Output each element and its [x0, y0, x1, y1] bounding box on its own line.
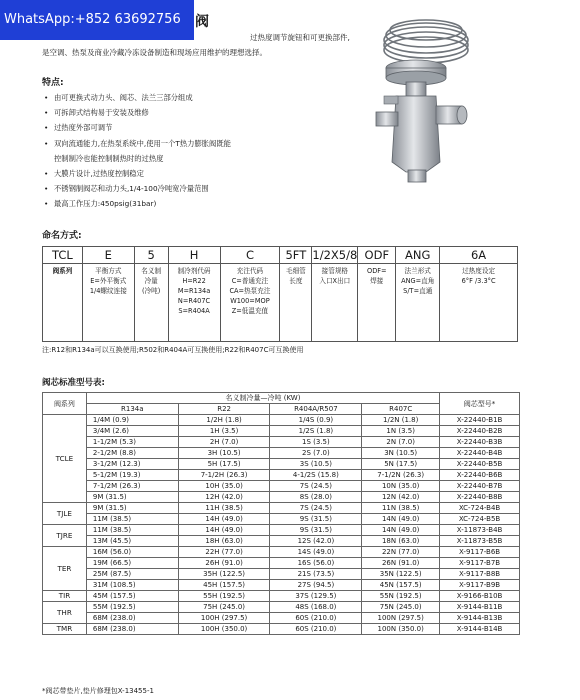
desc-line: 充注代码	[236, 267, 264, 275]
capacity-cell: 2N (7.0)	[362, 437, 440, 448]
features-heading: 特点:	[42, 78, 64, 88]
series-cell: TER	[43, 547, 87, 591]
part-number-cell: X-22440-B4B	[440, 448, 520, 459]
col-header-series: 阀系列	[43, 393, 87, 415]
capacity-cell: 75N (245.0)	[362, 602, 440, 613]
capacity-cell: 45M (157.5)	[86, 591, 178, 602]
capacity-cell: 11H (38.5)	[178, 503, 270, 514]
code-desc-cell	[312, 264, 358, 342]
capacity-cell: 18H (63.0)	[178, 536, 270, 547]
capacity-cell: 5N (17.5)	[362, 459, 440, 470]
capacity-cell: 1/4M (0.9)	[86, 415, 178, 426]
table-row	[43, 558, 520, 569]
table-row	[43, 536, 520, 547]
capacity-cell: 14H (49.0)	[178, 525, 270, 536]
standard-models-body	[43, 415, 520, 635]
part-number-cell: X-22440-B7B	[440, 481, 520, 492]
part-number-cell: X-9144-B14B	[440, 624, 520, 635]
bullet: •	[44, 199, 49, 209]
capacity-cell: 10H (35.0)	[178, 481, 270, 492]
part-number-cell: X-22440-B6B	[440, 470, 520, 481]
header-row	[43, 393, 520, 404]
capacity-cell: 55M (192.5)	[86, 602, 178, 613]
naming-heading: 命名方式:	[42, 231, 82, 241]
table-row	[43, 426, 520, 437]
desc-line: E=外平衡式	[90, 277, 127, 285]
desc-line: 焊接	[370, 277, 384, 285]
capacity-cell: 14N (49.0)	[362, 514, 440, 525]
table-row	[43, 580, 520, 591]
capacity-cell: 7-1/2N (26.3)	[362, 470, 440, 481]
table-row	[43, 448, 520, 459]
part-number-cell: X-9117-B6B	[440, 547, 520, 558]
bullet: •	[44, 184, 49, 194]
part-number-cell: XC-724-B4B	[440, 503, 520, 514]
capacity-cell: 2-1/2M (8.8)	[86, 448, 178, 459]
capacity-cell: 5H (17.5)	[178, 459, 270, 470]
standard-models-table	[42, 392, 520, 635]
col-header-refrigerant: R404A/R507	[270, 404, 362, 415]
capacity-cell: 1/2H (1.8)	[178, 415, 270, 426]
capacity-cell: 10N (35.0)	[362, 481, 440, 492]
capacity-cell: 9M (31.5)	[86, 492, 178, 503]
capacity-cell: 75H (245.0)	[178, 602, 270, 613]
part-number-cell: X-11873-B4B	[440, 525, 520, 536]
table-row	[43, 624, 520, 635]
capacity-cell: 7-1/2H (26.3)	[178, 470, 270, 481]
desc-line: 法兰形式	[404, 267, 431, 275]
code-desc-cell	[134, 264, 168, 342]
feature-text: 可拆卸式结构易于安装及维修	[54, 108, 149, 118]
feature-item	[42, 181, 372, 196]
desc-line: 阀系列	[52, 267, 73, 275]
table-row	[43, 613, 520, 624]
series-cell: TMR	[43, 624, 87, 635]
capacity-cell: 45N (157.5)	[362, 580, 440, 591]
feature-text: 双向流通能力,在热泵系统中,使用一个T热力膨胀阀既能	[54, 138, 231, 148]
bullet: •	[44, 138, 49, 148]
capacity-cell: 12H (42.0)	[178, 492, 270, 503]
capacity-cell: 16M (56.0)	[86, 547, 178, 558]
capacity-cell: 1N (3.5)	[362, 426, 440, 437]
code-cell: E	[82, 247, 134, 264]
feature-text: 过热度外部可调节	[54, 123, 113, 133]
capacity-cell: 1/4S (0.9)	[270, 415, 362, 426]
capacity-cell: 11M (38.5)	[86, 514, 178, 525]
capacity-cell: 11M (38.5)	[86, 525, 178, 536]
part-number-cell: X-9144-B11B	[440, 602, 520, 613]
capacity-cell: 60S (210.0)	[270, 624, 362, 635]
capacity-cell: 3-1/2M (12.3)	[86, 459, 178, 470]
feature-item-continuation	[42, 151, 372, 166]
series-cell: TJRE	[43, 525, 87, 547]
desc-line: (冷吨)	[141, 287, 161, 295]
feature-item	[42, 196, 372, 211]
table-row	[43, 547, 520, 558]
code-cell: H	[168, 247, 220, 264]
table-row	[43, 437, 520, 448]
series-cell: TCLE	[43, 415, 87, 503]
part-number-cell: X-9144-B13B	[440, 613, 520, 624]
capacity-cell: 7S (24.5)	[270, 503, 362, 514]
capacity-cell: 1H (3.5)	[178, 426, 270, 437]
desc-line: C=普通充注	[231, 277, 269, 285]
bullet: •	[44, 123, 49, 133]
table-row	[43, 492, 520, 503]
table-row	[43, 591, 520, 602]
feature-text: 由可更换式动力头、阀芯、法兰三部分组成	[54, 93, 193, 102]
capacity-cell: 25M (87.5)	[86, 569, 178, 580]
capacity-cell: 1/2N (1.8)	[362, 415, 440, 426]
capacity-cell: 9M (31.5)	[86, 503, 178, 514]
code-cell: 5FT	[280, 247, 312, 264]
code-desc-cell	[440, 264, 518, 342]
standard-models-heading: 阀芯标准型号表:	[42, 378, 105, 388]
code-desc-cell	[82, 264, 134, 342]
desc-line: 过热度设定	[462, 267, 496, 275]
series-cell: THR	[43, 602, 87, 624]
code-cell: 6A	[440, 247, 518, 264]
capacity-cell: 100N (297.5)	[362, 613, 440, 624]
capacity-cell: 37S (129.5)	[270, 591, 362, 602]
capacity-cell: 3H (10.5)	[178, 448, 270, 459]
capacity-cell: 4-1/2S (15.8)	[270, 470, 362, 481]
expansion-valve-image	[356, 12, 482, 187]
capacity-cell: 3N (10.5)	[362, 448, 440, 459]
model-code-table	[42, 246, 518, 342]
desc-line: CA=热泵充注	[229, 287, 271, 295]
feature-text: 大膜片设计,过热度控制稳定	[54, 168, 144, 178]
code-desc-cell	[43, 264, 83, 342]
table-row	[43, 470, 520, 481]
capacity-cell: 1/2S (1.8)	[270, 426, 362, 437]
feature-text: 控制制冷也能控制制热时的过热度	[54, 153, 164, 163]
desc-line: 入口X出口	[319, 277, 351, 285]
part-number-cell: X-11873-B5B	[440, 536, 520, 547]
capacity-cell: 35H (122.5)	[178, 569, 270, 580]
code-cell: C	[220, 247, 280, 264]
table-row	[43, 481, 520, 492]
code-desc-cell	[220, 264, 280, 342]
desc-line: 制冷剂代码	[177, 267, 211, 275]
code-cell: 1/2X5/8	[312, 248, 358, 262]
code-desc-cell	[358, 264, 396, 342]
bullet: •	[44, 93, 49, 102]
part-number-cell: XC-724-B5B	[440, 514, 520, 525]
table-row	[43, 569, 520, 580]
desc-line: 毛细管	[285, 267, 306, 275]
feature-text: 最高工作压力:450psig(31bar)	[54, 199, 157, 209]
capacity-cell: 48S (168.0)	[270, 602, 362, 613]
series-cell: TIR	[43, 591, 87, 602]
col-header-refrigerant: R134a	[86, 404, 178, 415]
code-cell: 5	[134, 247, 168, 264]
capacity-cell: 68M (238.0)	[86, 613, 178, 624]
col-header-refrigerant: R407C	[362, 404, 440, 415]
desc-line: 接管规格	[321, 267, 349, 275]
capacity-cell: 13M (45.5)	[86, 536, 178, 547]
capacity-cell: 9S (31.5)	[270, 514, 362, 525]
capacity-cell: 21S (73.5)	[270, 569, 362, 580]
desc-line: 长度	[289, 277, 303, 285]
feature-item	[42, 166, 372, 181]
feature-item	[42, 120, 372, 135]
desc-line: H=R22	[182, 277, 206, 285]
table-row	[43, 602, 520, 613]
desc-line: ANG=直角	[401, 277, 435, 285]
features-list	[42, 90, 372, 212]
capacity-cell: 11N (38.5)	[362, 503, 440, 514]
capacity-cell: 45H (157.5)	[178, 580, 270, 591]
code-desc-cell	[396, 264, 440, 342]
capacity-cell: 68M (238.0)	[86, 624, 178, 635]
capacity-cell: 100N (350.0)	[362, 624, 440, 635]
code-cell: TCL	[43, 247, 83, 264]
desc-line: 平衡方式	[95, 267, 122, 275]
capacity-cell: 26H (91.0)	[178, 558, 270, 569]
code-cell: ODF	[358, 247, 396, 264]
col-header-capacity: 名义制冷量—冷吨 (KW)	[86, 393, 439, 404]
feature-text: 不锈钢制阀芯和动力头,1/4-100冷吨宽冷量范围	[54, 184, 209, 194]
capacity-cell: 27S (94.5)	[270, 580, 362, 591]
bullet: •	[44, 168, 49, 178]
desc-line: M=R134a	[177, 287, 211, 295]
capacity-cell: 60S (210.0)	[270, 613, 362, 624]
intro-line-2: 是空调、热泵及商业冷藏冷冻设备制造和现场应用维护的理想选择。	[42, 48, 267, 57]
code-desc-cell	[168, 264, 220, 342]
desc-line: N=R407C	[177, 297, 211, 305]
part-number-cell: X-22440-B5B	[440, 459, 520, 470]
capacity-cell: 14S (49.0)	[270, 547, 362, 558]
table-row	[43, 514, 520, 525]
capacity-cell: 14H (49.0)	[178, 514, 270, 525]
feature-item	[42, 136, 372, 151]
footnote: *阀芯带垫片,垫片修理包X-13455-1	[42, 687, 154, 695]
capacity-cell: 18N (63.0)	[362, 536, 440, 547]
capacity-cell: 100H (297.5)	[178, 613, 270, 624]
col-header-refrigerant: R22	[178, 404, 270, 415]
capacity-cell: 7S (24.5)	[270, 481, 362, 492]
part-number-cell: X-9117-B7B	[440, 558, 520, 569]
capacity-cell: 9S (31.5)	[270, 525, 362, 536]
capacity-cell: 2S (7.0)	[270, 448, 362, 459]
part-number-cell: X-22440-B3B	[440, 437, 520, 448]
capacity-cell: 35N (122.5)	[362, 569, 440, 580]
desc-line: ODF=	[367, 267, 387, 275]
capacity-cell: 19M (66.5)	[86, 558, 178, 569]
part-number-cell: X-9166-B10B	[440, 591, 520, 602]
part-number-cell: X-9117-B9B	[440, 580, 520, 591]
table-row	[43, 525, 520, 536]
desc-line: 冷量	[144, 277, 158, 285]
col-header-part: 阀芯型号*	[440, 393, 520, 415]
capacity-cell: 2H (7.0)	[178, 437, 270, 448]
table-row	[43, 415, 520, 426]
part-number-cell: X-9117-B8B	[440, 569, 520, 580]
capacity-cell: 5-1/2M (19.3)	[86, 470, 178, 481]
whatsapp-watermark: WhatsApp:+852 63692756	[0, 0, 194, 40]
capacity-cell: 8S (28.0)	[270, 492, 362, 503]
table-row	[43, 503, 520, 514]
capacity-cell: 55H (192.5)	[178, 591, 270, 602]
capacity-cell: 16S (56.0)	[270, 558, 362, 569]
capacity-cell: 14N (49.0)	[362, 525, 440, 536]
capacity-cell: 1S (3.5)	[270, 437, 362, 448]
feature-item	[42, 105, 372, 120]
code-desc-cell	[280, 264, 312, 342]
part-number-cell: X-22440-B8B	[440, 492, 520, 503]
desc-line: 1/4螺纹连接	[89, 287, 127, 295]
desc-line: S=R404A	[178, 307, 210, 315]
capacity-cell: 22N (77.0)	[362, 547, 440, 558]
intro-line-1: 过热度调节旋钮和可更换部件,	[250, 33, 350, 42]
desc-line: W100=MOP	[230, 297, 270, 305]
code-cell: ANG	[396, 247, 440, 264]
capacity-cell: 100H (350.0)	[178, 624, 270, 635]
capacity-cell: 3/4M (2.6)	[86, 426, 178, 437]
series-cell: TJLE	[43, 503, 87, 525]
code-row	[43, 247, 518, 264]
capacity-cell: 55N (192.5)	[362, 591, 440, 602]
capacity-cell: 1-1/2M (5.3)	[86, 437, 178, 448]
desc-line: 名义制	[141, 267, 162, 275]
desc-line: 6°F /3.3°C	[461, 277, 496, 285]
capacity-cell: 12S (42.0)	[270, 536, 362, 547]
desc-line: Z=低温充值	[231, 307, 269, 315]
page-title-suffix: 阀	[195, 14, 209, 30]
capacity-cell: 3S (10.5)	[270, 459, 362, 470]
part-number-cell: X-22440-B2B	[440, 426, 520, 437]
desc-line: S/T=直通	[403, 287, 433, 295]
capacity-cell: 22H (77.0)	[178, 547, 270, 558]
capacity-cell: 31M (108.5)	[86, 580, 178, 591]
interchange-note: 注:R12和R134a可以互换使用;R502和R404A可互换使用;R22和R407C可互换使用	[42, 346, 304, 354]
bullet: •	[44, 108, 49, 118]
capacity-cell: 12N (42.0)	[362, 492, 440, 503]
code-desc-row	[43, 264, 518, 342]
table-row	[43, 459, 520, 470]
part-number-cell: X-22440-B1B	[440, 415, 520, 426]
capacity-cell: 26N (91.0)	[362, 558, 440, 569]
feature-item	[42, 90, 372, 105]
capacity-cell: 7-1/2M (26.3)	[86, 481, 178, 492]
